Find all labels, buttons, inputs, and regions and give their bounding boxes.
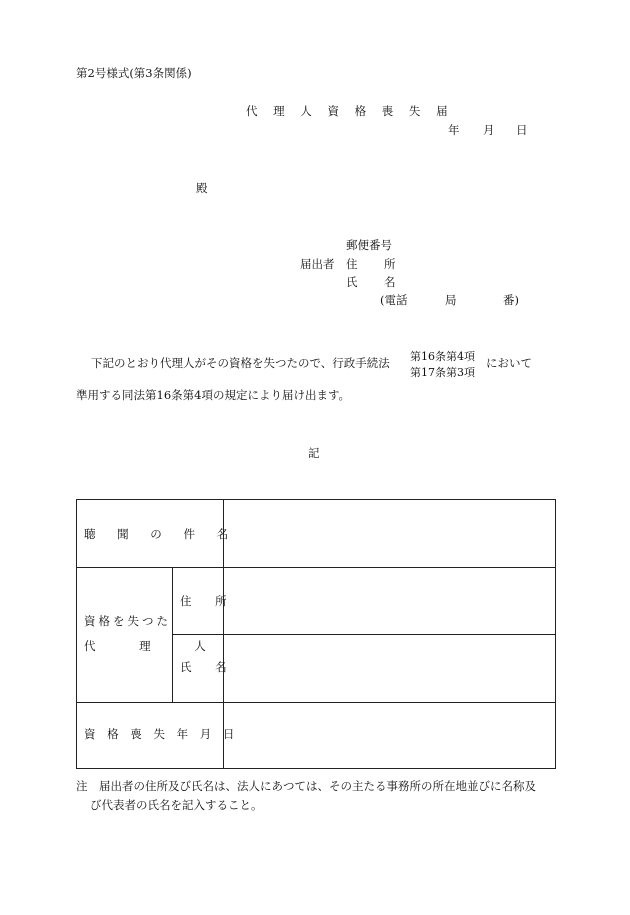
agent-name-label: 氏 名 xyxy=(180,660,237,674)
table-divider xyxy=(77,702,555,703)
ki-heading: 記 xyxy=(308,446,320,460)
applicant-name-label: 氏 xyxy=(346,275,358,289)
postal-code-label: 郵便番号 xyxy=(346,238,392,252)
hearing-case-value[interactable] xyxy=(227,504,547,564)
hearing-case-label: 聴 聞 の 件 名 xyxy=(84,527,238,541)
date-month-label: 月 xyxy=(483,123,495,137)
date-day-label: 日 xyxy=(516,123,528,137)
body-text-line-2: 準用する同法第16条第4項の規定により届け出ます。 xyxy=(76,388,351,402)
date-lost-value[interactable] xyxy=(227,706,547,764)
document-title: 代 理 人 資 格 喪 失 届 xyxy=(246,104,454,118)
lost-agent-label-2: 代 理 人 xyxy=(84,639,226,653)
body-text-line-1-end: において xyxy=(486,356,532,370)
note-line-1: 注 届出者の住所及び氏名は、法人にあつては、その主たる事務所の所在地並びに名称及 xyxy=(76,779,536,793)
addressee-suffix: 殿 xyxy=(196,181,208,195)
agent-address-value[interactable] xyxy=(227,571,547,631)
details-table xyxy=(76,499,556,769)
phone-label: (電話 xyxy=(380,293,408,307)
body-text-line-1: 下記のとおり代理人がその資格を失つたので、行政手続法 xyxy=(91,356,390,370)
article-option-a: 第16条第4項 xyxy=(410,350,475,363)
date-lost-label: 資 格 喪 失 年 月 日 xyxy=(84,727,239,741)
applicant-address-label-2: 所 xyxy=(384,257,396,271)
agent-name-value[interactable] xyxy=(227,638,547,698)
applicant-name-label-2: 名 xyxy=(384,275,396,289)
table-divider xyxy=(77,567,555,568)
form-number-label: 第2号様式(第3条関係) xyxy=(76,66,192,80)
article-option-b: 第17条第3項 xyxy=(410,366,475,379)
phone-number-label: 番) xyxy=(503,293,519,307)
applicant-role-label: 届出者 xyxy=(300,257,335,271)
note-line-2: び代表者の氏名を記入すること。 xyxy=(90,798,263,812)
date-year-label: 年 xyxy=(448,123,460,137)
agent-address-label: 住 所 xyxy=(180,594,237,608)
applicant-address-label: 住 xyxy=(346,257,358,271)
phone-bureau-label: 局 xyxy=(445,293,457,307)
lost-agent-label: 資格を失つた xyxy=(84,614,171,628)
table-divider xyxy=(172,634,555,635)
table-divider xyxy=(172,567,173,702)
